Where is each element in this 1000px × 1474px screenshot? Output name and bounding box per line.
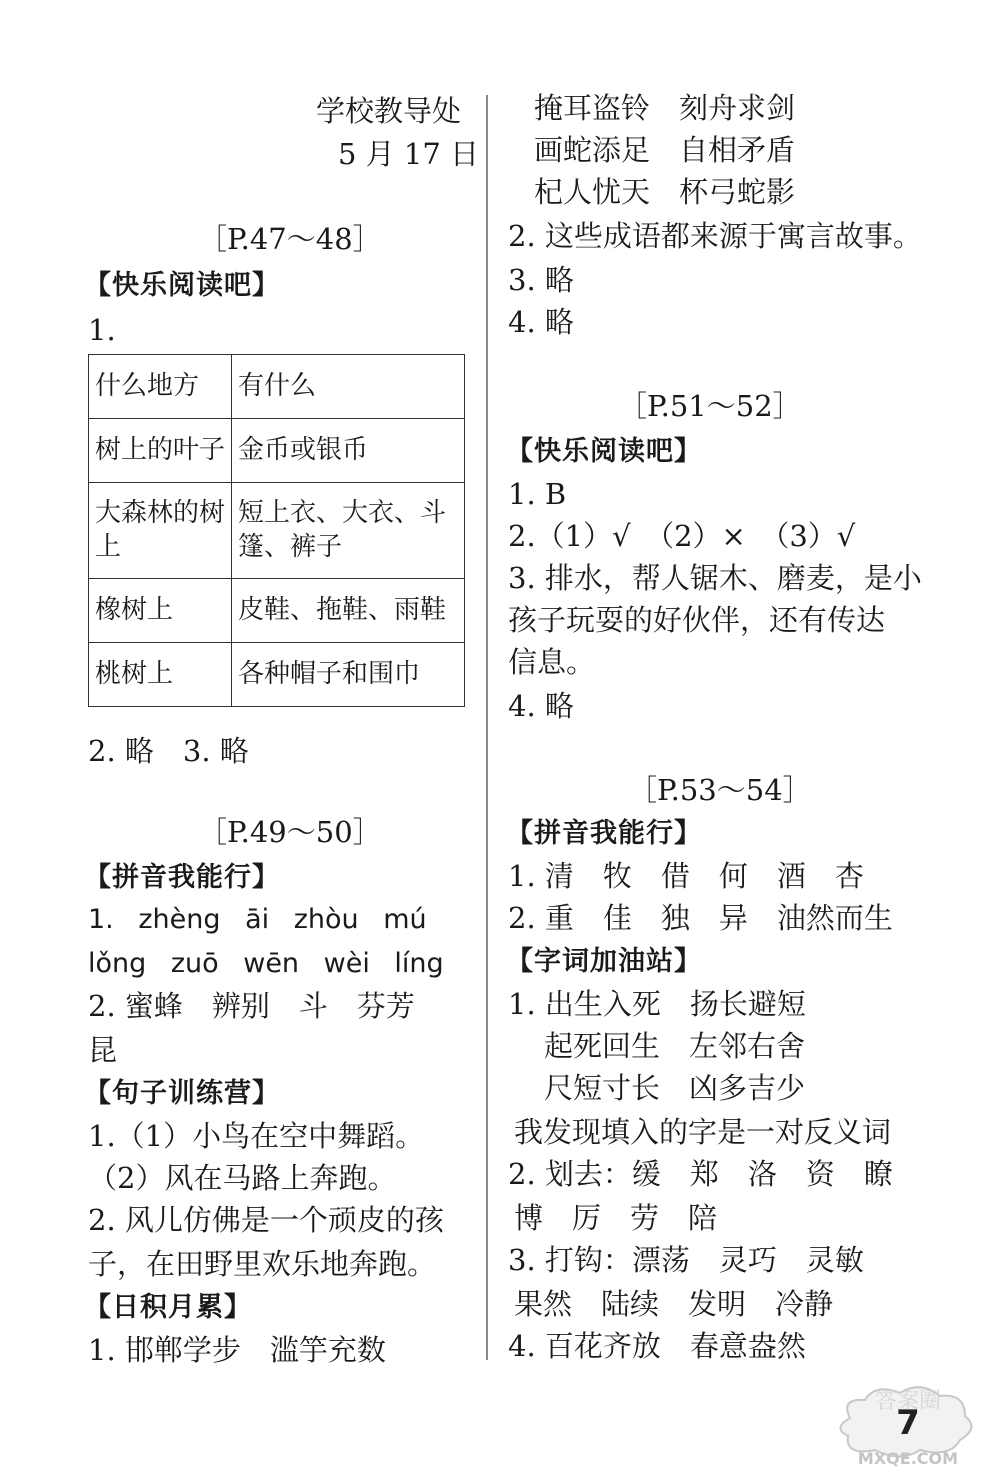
section-heading-p49: ［P.49～50］	[198, 815, 382, 849]
idioms-line-1: 1. 邯郸学步 滥竽充数	[88, 1333, 386, 1367]
chars-line-1: 1. 清 牧 借 何 酒 杏	[508, 859, 864, 893]
answer-2-checks: 2.（1）√ （2）× （3）√	[508, 519, 856, 553]
answer-1b: 1. B	[508, 477, 567, 511]
words-line-4: 我发现填入的字是一对反义词	[514, 1115, 892, 1149]
page-number: 7	[896, 1403, 920, 1443]
words-line-1: 1. 出生入死 扬长避短	[508, 987, 806, 1021]
chars-line-2: 2. 重 佳 独 异 油然而生	[508, 901, 893, 935]
watermark-logo	[820, 1378, 990, 1468]
answer-4: 4. 略	[508, 305, 574, 339]
subheading-sentence: 【句子训练营】	[84, 1078, 280, 1109]
table-row	[89, 643, 465, 707]
questions-2-3: 2. 略 3. 略	[88, 734, 249, 768]
answer-4b: 4. 略	[508, 689, 574, 723]
section-heading-p51: ［P.51～52］	[618, 389, 802, 423]
table-row	[89, 419, 465, 483]
watermark-brand: 答案圈	[874, 1389, 942, 1414]
subheading-accumulate: 【日积月累】	[84, 1292, 252, 1323]
sentence-2: （2）风在马路上奔跑。	[88, 1161, 397, 1195]
answer-3a: 3. 排水，帮人锯木、磨麦，是小	[508, 561, 922, 595]
answer-3c: 信息。	[508, 645, 596, 679]
table-cell: 橡树上	[89, 579, 232, 643]
table-header-row	[89, 355, 465, 419]
sentence-4: 子，在田野里欢乐地奔跑。	[88, 1247, 437, 1281]
question-2-extra: 昆	[88, 1033, 118, 1067]
watermark-url: MXQE.COM	[857, 1449, 959, 1468]
table-cell: 金币或银币	[232, 419, 465, 483]
answer-3b: 孩子玩耍的好伙伴，还有传达	[508, 603, 886, 637]
table-header-cell: 什么地方	[89, 355, 232, 419]
pinyin-line-2: lǒng zuō wēn wèi líng	[88, 948, 444, 979]
words-line-6: 博 厉 劳 陪	[514, 1201, 718, 1235]
subheading-words: 【字词加油站】	[506, 946, 702, 977]
table-cell: 大森林的树上	[89, 483, 232, 579]
section-heading-p53: ［P.53～54］	[628, 773, 812, 807]
answer-2: 2. 这些成语都来源于寓言故事。	[508, 219, 922, 253]
table-header-cell: 有什么	[232, 355, 465, 419]
question-1: 1.	[88, 313, 116, 347]
sentence-1: 1.（1）小鸟在空中舞蹈。	[88, 1119, 425, 1153]
words-line-5: 2. 划去：缓 郑 洛 资 瞭	[508, 1157, 893, 1191]
table-cell: 树上的叶子	[89, 419, 232, 483]
words-line-7: 3. 打钩：漂荡 灵巧 灵敏	[508, 1243, 864, 1277]
words-line-9: 4. 百花齐放 春意盎然	[508, 1329, 806, 1363]
pinyin-line-1: 1. zhèng āi zhòu mú	[88, 904, 427, 935]
answer-table	[88, 354, 465, 707]
answer-3: 3. 略	[508, 263, 574, 297]
subheading-pinyin-2: 【拼音我能行】	[506, 818, 702, 849]
table-cell: 皮鞋、拖鞋、雨鞋	[232, 579, 465, 643]
subheading-reading: 【快乐阅读吧】	[84, 270, 280, 301]
words-line-3: 尺短寸长 凶多吉少	[544, 1071, 806, 1105]
sentence-3: 2. 风儿仿佛是一个顽皮的孩	[88, 1203, 444, 1237]
table-row	[89, 579, 465, 643]
words-line-8: 果然 陆续 发明 冷静	[514, 1287, 834, 1321]
question-2-words: 2. 蜜蜂 辨别 斗 芬芳	[88, 989, 415, 1023]
signature: 学校教导处	[316, 94, 462, 128]
table-row	[89, 483, 465, 579]
table-cell: 桃树上	[89, 643, 232, 707]
date: 5 月 17 日	[338, 137, 480, 171]
words-line-2: 起死回生 左邻右舍	[544, 1029, 806, 1063]
section-heading-p47: ［P.47～48］	[198, 222, 382, 256]
subheading-pinyin: 【拼音我能行】	[84, 862, 280, 893]
idioms-line-2: 掩耳盗铃 刻舟求剑	[534, 91, 796, 125]
idioms-line-3: 画蛇添足 自相矛盾	[534, 133, 796, 167]
table-cell: 各种帽子和围巾	[232, 643, 465, 707]
table-cell: 短上衣、大衣、斗篷、裤子	[232, 483, 465, 579]
column-divider	[486, 95, 488, 1360]
idioms-line-4: 杞人忧天 杯弓蛇影	[534, 175, 796, 209]
subheading-reading-2: 【快乐阅读吧】	[506, 436, 702, 467]
